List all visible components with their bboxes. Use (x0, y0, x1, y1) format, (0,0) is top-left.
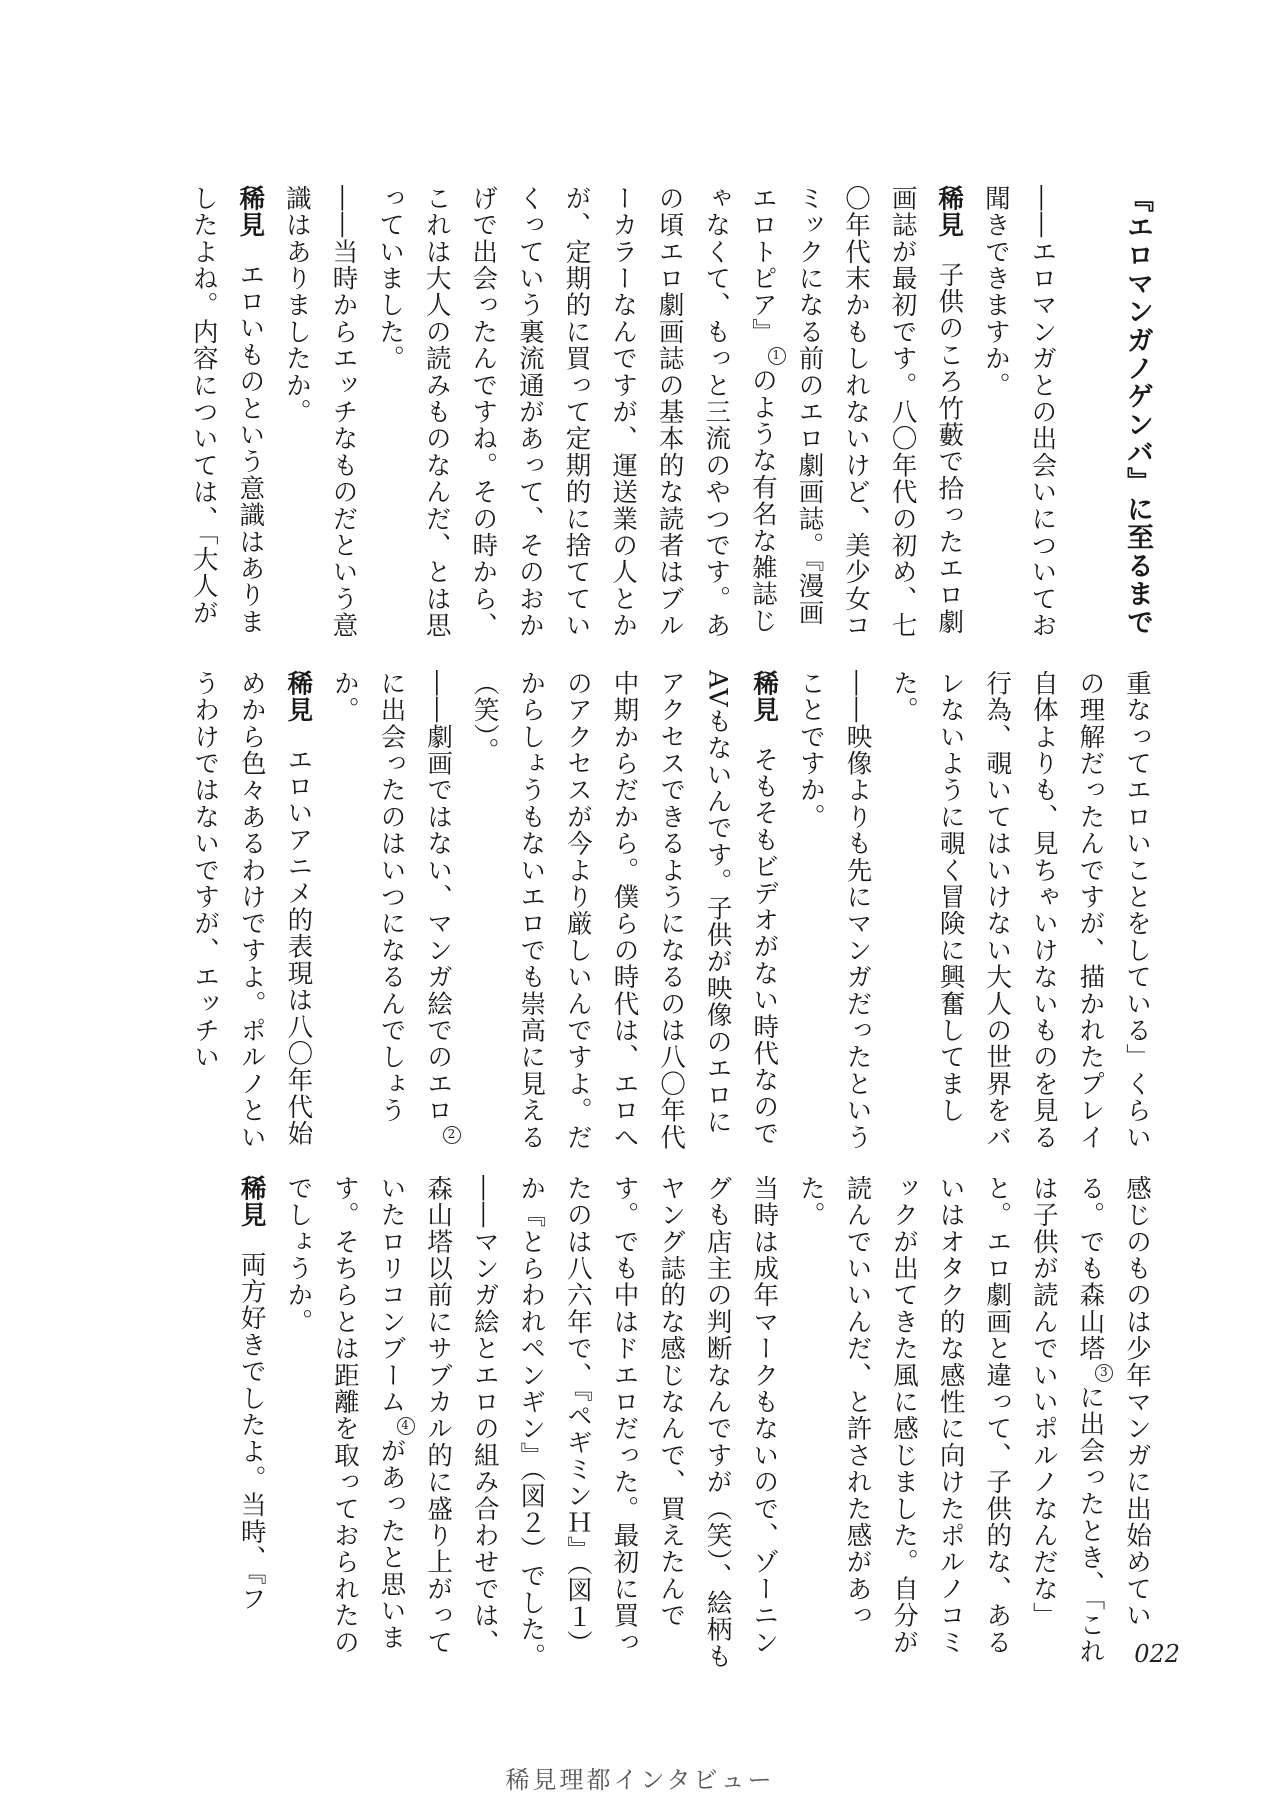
paragraph: ――劇画ではない、マンガ絵でのエロ2に出会ったのはいつになるんでしょうか。 (321, 670, 461, 1155)
paragraph: ――当時からエッチなものだという意識はありましたか。 (281, 185, 359, 639)
footnote-marker: 4 (397, 1417, 415, 1435)
paragraph: 重なってエロいことをしている」くらいの理解だったんですが、描かれたプレイ自体よりも、見ちゃいけないものを見る行為、覗いてはいけない大人の世界をバレないように覗く冒険に興奮してました。 (889, 670, 1152, 1151)
footnote-marker: 1 (768, 347, 786, 365)
paragraph: 稀見そもそもビデオがない時代なのでAVもないんです。子供が映像のエロにアクセスできるようになるのは八〇年代中期からだから。僕らの時代は、エロへのアクセスが今より厳しいんですよ。だからしょうもないエロでも崇高に見える（笑）。 (469, 670, 780, 1151)
running-footer: 稀見理都インタビュー (505, 1766, 775, 1794)
paragraph: 稀見子供のころ竹藪で拾ったエロ劇画誌が最初です。八〇年代の初め、七〇年代末かもしれないけど、美少女コミックになる前のエロ劇画誌。『漫画エロトピア』1のような有名な雑誌じゃなくて、もっと三流のやつです。あの頃エロ劇画誌の基本的な読者はブルーカラーなんですが、運送業の人とかが、定期的に買って定期的に捨てていくっていう裏流通があって、そのおかげで出会ったんですね。その時から、これは大人の読みものなんだ、とは思っていました。 (375, 185, 965, 639)
text-band-top (180, 185, 1160, 649)
text-band-bottom (180, 1175, 1160, 1673)
paragraph: ――映像よりも先にマンガだったということですか。 (795, 670, 873, 1151)
speaker-label: 稀見 (236, 1175, 267, 1229)
speaker-label: 稀見 (934, 185, 965, 239)
paragraph: 当時は成年マークもないので、ゾーニングも店主の判断なんですが（笑）、絵柄もヤング誌的な感じなんで、買えたんです。でも中はドエロだった。最初に買ったのは八六年で、『ペギミンＨ』（図１）か『とらわれペンギン』（図２）でした。 (516, 1175, 780, 1670)
paragraph: 稀見両方好きでしたよ。当時、『フ (236, 1175, 267, 1613)
paragraph: ――マンガ絵とエロの組み合わせでは、森山塔以前にサブカル的に盛り上がっていたロリコンブーム4があったと思います。そちらとは距離を取っておられたのでしょうか。 (283, 1175, 500, 1656)
speaker-label: 稀見 (283, 670, 314, 724)
speaker-label: 稀見 (749, 670, 780, 724)
footnote-marker: 3 (1095, 1364, 1113, 1382)
page-number: 022 (1134, 1640, 1180, 1668)
paragraph: 稀見エロいアニメ的表現は八〇年代始めから色々あるわけですよ。ポルノというわけではないですが、エッチい (190, 670, 314, 1151)
speaker-label: 稀見 (235, 185, 266, 239)
paragraph: 稀見エロいものという意識はありましたよね。内容については、「大人が (188, 185, 266, 636)
section-heading: 『エロマンガノゲンバ』に至るまで (1122, 185, 1153, 637)
paragraph: ――エロマンガとの出会いについてお聞きできますか。 (980, 185, 1058, 639)
paragraph: 感じのものは少年マンガに出始めている。でも森山塔3に出会ったとき、「これは子供が読んでいいポルノなんだな」と。エロ劇画と違って、子供的な、あるいはオタク的な感性に向けたポルノコミックが出てきた風に感じました。自分が読んでいいんだ、と許された感があった。 (795, 1175, 1152, 1665)
footnote-marker: 2 (443, 1126, 461, 1144)
text-band-middle (180, 670, 1160, 1155)
